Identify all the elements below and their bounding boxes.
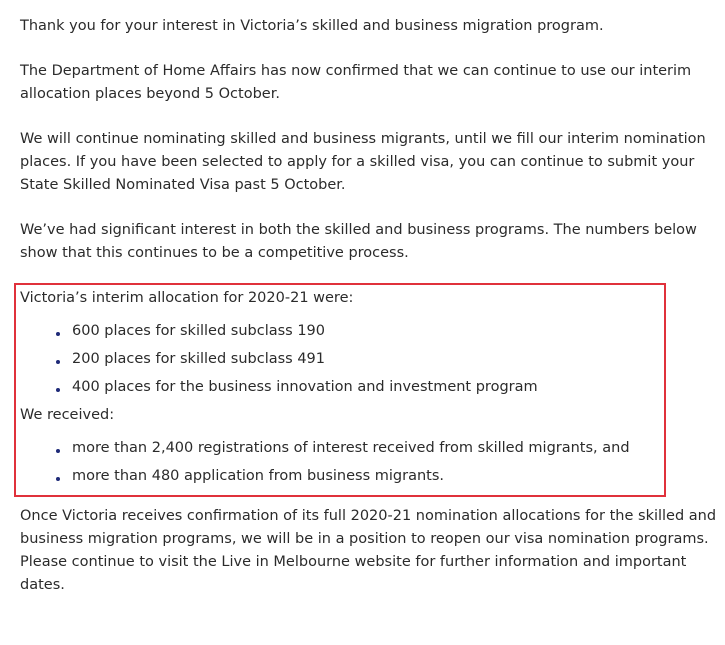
bullet-icon bbox=[56, 477, 60, 481]
list-item: more than 2,400 registrations of interest received from skilled migrants, and bbox=[54, 437, 664, 460]
received-heading: We received: bbox=[20, 407, 115, 423]
list-item: more than 480 application from business migrants. bbox=[54, 465, 664, 488]
home-affairs-paragraph: The Department of Home Affairs has now confirmed that we can continue to use our interim allocation places beyond 5 October. bbox=[20, 63, 692, 102]
article-body bbox=[20, 15, 720, 619]
bullet-icon bbox=[56, 388, 60, 392]
closing-paragraph: Once Victoria receives confirmation of its full 2020-21 nomination allocations for the skilled and business migration programs, we will be in a position to reopen our visa nomination programs. Please continue to visit the Live in Melbourne website for further information and important dates. bbox=[20, 508, 717, 593]
nomination-paragraph: We will continue nominating skilled and business migrants, until we fill our interim nomination places. If you have been selected to apply for a skilled visa, you can continue to submit your State Skilled Nominated Visa past 5 October. bbox=[20, 131, 706, 193]
list-item: 400 places for the business innovation and investment program bbox=[54, 376, 664, 399]
allocation-heading: Victoria’s interim allocation for 2020-21 were: bbox=[20, 290, 354, 306]
list-item: 200 places for skilled subclass 491 bbox=[54, 348, 664, 371]
allocation-list bbox=[20, 320, 664, 399]
bullet-icon bbox=[56, 449, 60, 453]
received-list bbox=[20, 437, 664, 488]
interest-paragraph: We’ve had significant interest in both the skilled and business programs. The numbers below show that this continues to be a competitive process. bbox=[20, 222, 697, 261]
bullet-icon bbox=[56, 332, 60, 336]
list-item: 600 places for skilled subclass 190 bbox=[54, 320, 664, 343]
bullet-icon bbox=[56, 360, 60, 364]
intro-paragraph: Thank you for your interest in Victoria’s skilled and business migration program. bbox=[20, 18, 604, 34]
highlighted-box bbox=[14, 283, 666, 497]
